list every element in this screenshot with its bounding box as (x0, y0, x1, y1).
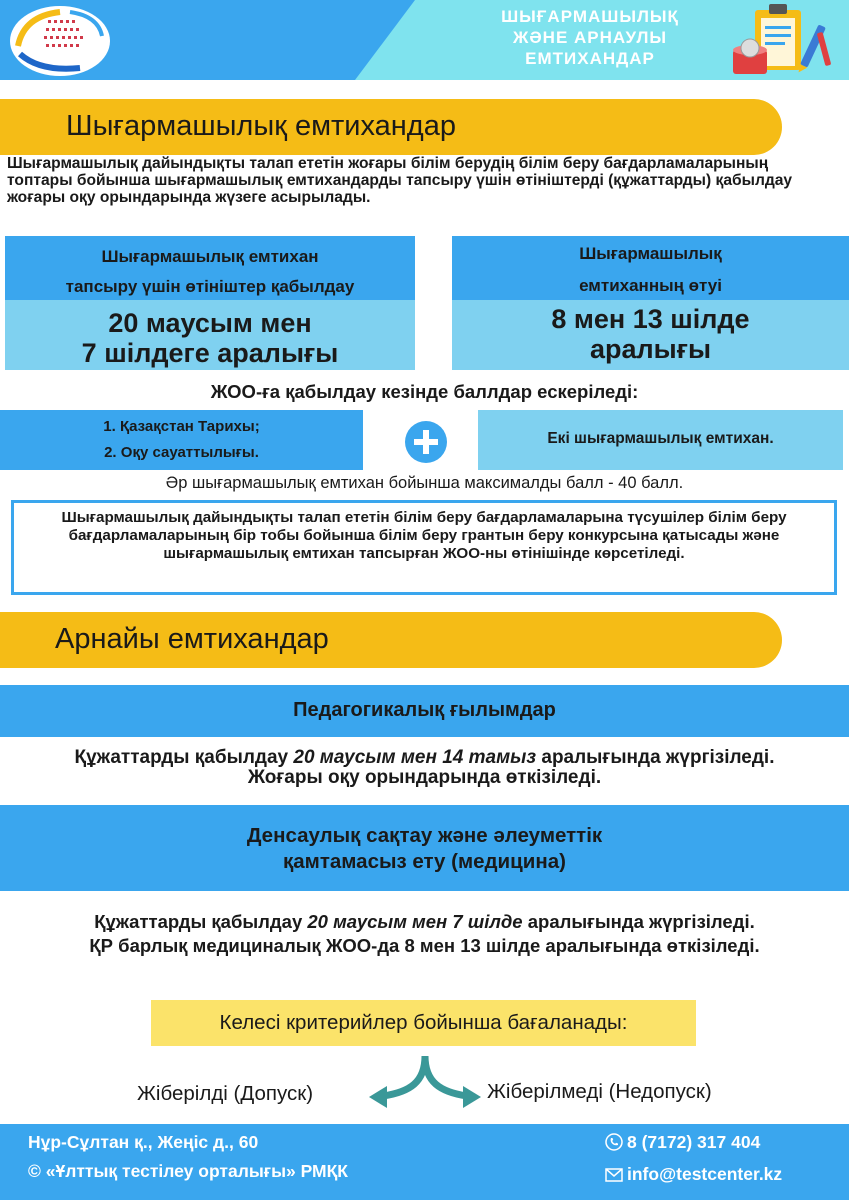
medicine-text-post: аралығында жүргізіледі. (522, 911, 755, 932)
scores-heading: ЖОО-ға қабылдау кезінде баллдар ескеріледі: (210, 381, 639, 402)
card-application-heading-line2: тапсыру үшін өтініштер қабылдау (65, 277, 355, 296)
footer-address: Нұр-Сұлтан қ., Жеңіс д., 60 (28, 1132, 259, 1152)
pedagogy-title: Педагогикалық ғылымдар (293, 699, 556, 721)
creative-intro: Шығармашылық дайындықты талап ететін жоғары білім берудің білім беру бағдарламаларының топтары бойынша шығармашылық емтихандарды тапсыру үшін өтініштерді (құжаттарды) қабылдау жоғары оқу орындарында жүзеге асырылады. (7, 155, 793, 206)
logo-icon (10, 6, 110, 76)
card-exam-date-line1: 8 мен 13 шілде (551, 304, 750, 334)
section-title-special: Арнайы емтихандар (55, 623, 329, 655)
card-exam-heading-line1: Шығармашылық (579, 244, 722, 263)
medicine-title (0, 823, 849, 875)
medicine-text-line2: ҚР барлық медициналық ЖОО-да 8 мен 13 шілде аралығында өткізіледі. (89, 935, 760, 956)
footer-org: © «Ұлттық тестілеу орталығы» РМҚК (28, 1161, 348, 1181)
card-application-heading (5, 242, 415, 302)
medicine-text (0, 910, 849, 958)
footer-email[interactable]: info@testcenter.kz (627, 1164, 783, 1184)
card-exam-date (452, 304, 849, 364)
section-title-creative: Шығармашылық емтихандар (66, 110, 456, 142)
pedagogy-text (0, 748, 849, 788)
notice-box: Шығармашылық дайындықты талап ететін білім беру бағдарламаларына түсушілер білім беру бағдарламаларының бір тобы бойынша білім беру грантын беру конкурсына қатысады және шығармашылық емтихан тапсырған ЖОО-ны өтінішінде көрсетіледі. (11, 500, 837, 595)
criteria-right: Жіберілмеді (Недопуск) (487, 1080, 712, 1103)
card-exam-heading-line2: емтиханның өтуі (579, 276, 722, 295)
subject-item: 1. Қазақстан Тарихы; (103, 418, 260, 435)
subject-item: 2. Оқу сауаттылығы. (104, 444, 259, 461)
footer-contacts-left (28, 1128, 348, 1186)
max-score: Әр шығармашылық емтихан бойынша максималды балл - 40 балл. (165, 474, 684, 492)
phone-icon (605, 1131, 627, 1160)
subjects-list (0, 414, 363, 466)
pedagogy-text-post: аралығында жүргізіледі. (536, 747, 775, 768)
medicine-text-line1 (0, 910, 849, 934)
clipboard-icon (725, 2, 840, 78)
mail-icon (605, 1162, 627, 1191)
medicine-title-line1: Денсаулық сақтау және әлеуметтік (246, 824, 603, 847)
exams-box-label: Екі шығармашылық емтихан. (547, 430, 774, 447)
card-application-date-line2: 7 шілдеге аралығы (81, 338, 339, 368)
card-application-date-line1: 20 маусым мен (108, 308, 312, 338)
pedagogy-text-line1 (0, 748, 849, 768)
footer-phone[interactable]: 8 (7172) 317 404 (627, 1132, 761, 1152)
pedagogy-text-line2: Жоғары оқу орындарында өткізіледі. (247, 767, 602, 788)
medicine-text-pre: Құжаттарды қабылдау (94, 911, 308, 932)
card-exam-date-line2: аралығы (589, 334, 712, 364)
criteria-left: Жіберілді (Допуск) (137, 1082, 314, 1105)
criteria-label: Келесі критерийлер бойынша бағаланады: (151, 1000, 696, 1046)
medicine-dates: 20 маусым мен 7 шілде (307, 911, 523, 932)
footer-email-row (605, 1160, 782, 1191)
split-arrow-icon (365, 1052, 485, 1112)
pedagogy-dates: 20 маусым мен 14 тамыз (293, 747, 537, 768)
card-application-heading-line1: Шығармашылық емтихан (101, 247, 319, 266)
footer-contacts-right (605, 1128, 782, 1191)
card-application-date (5, 308, 415, 368)
footer-phone-row (605, 1128, 782, 1160)
plus-icon (404, 420, 448, 464)
card-exam-heading (452, 238, 849, 302)
medicine-title-line2: қамтамасыз ету (медицина) (283, 850, 566, 873)
pedagogy-text-pre: Құжаттарды қабылдау (74, 747, 294, 768)
header-title: ШЫҒАРМАШЫЛЫҚ ЖӘНЕ АРНАУЛЫ ЕМТИХАНДАР (501, 7, 679, 68)
